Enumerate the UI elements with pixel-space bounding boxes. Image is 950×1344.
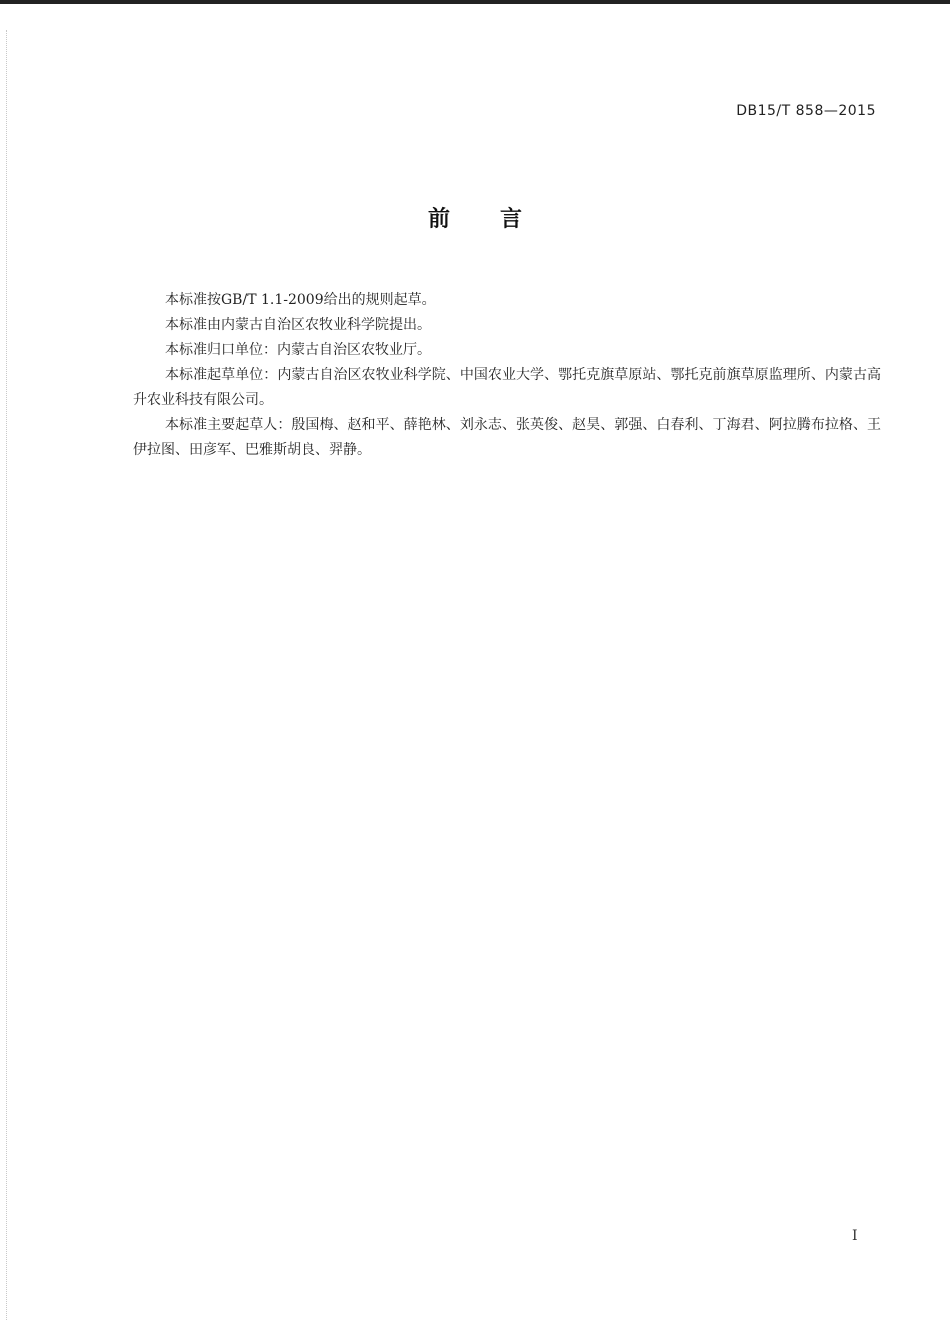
- paragraph-centralized-unit: 本标准归口单位：内蒙古自治区农牧业厅。: [165, 342, 431, 358]
- top-border-rule: [0, 0, 950, 4]
- foreword-title: 前言: [427, 207, 572, 232]
- paragraph-drafting-units: 本标准起草单位：内蒙古自治区农牧业科学院、中国农业大学、鄂托克旗草原站、鄂托克前旗草原监理所、内蒙古高升农业科技有限公司。: [133, 367, 881, 408]
- paragraph-proposer: 本标准由内蒙古自治区农牧业科学院提出。: [165, 317, 431, 333]
- paragraph-drafters: 本标准主要起草人：殷国梅、赵和平、薛艳林、刘永志、张英俊、赵昊、郭强、白春利、丁海君、阿拉腾布拉格、王伊拉图、田彦军、巴雅斯胡良、羿静。: [133, 417, 881, 458]
- page-number: I: [852, 1228, 858, 1244]
- foreword-body: [133, 288, 881, 463]
- paragraph-drafting-rules: 本标准按GB/T 1.1-2009给出的规则起草。: [165, 292, 436, 308]
- document-code: DB15/T 858—2015: [736, 103, 876, 119]
